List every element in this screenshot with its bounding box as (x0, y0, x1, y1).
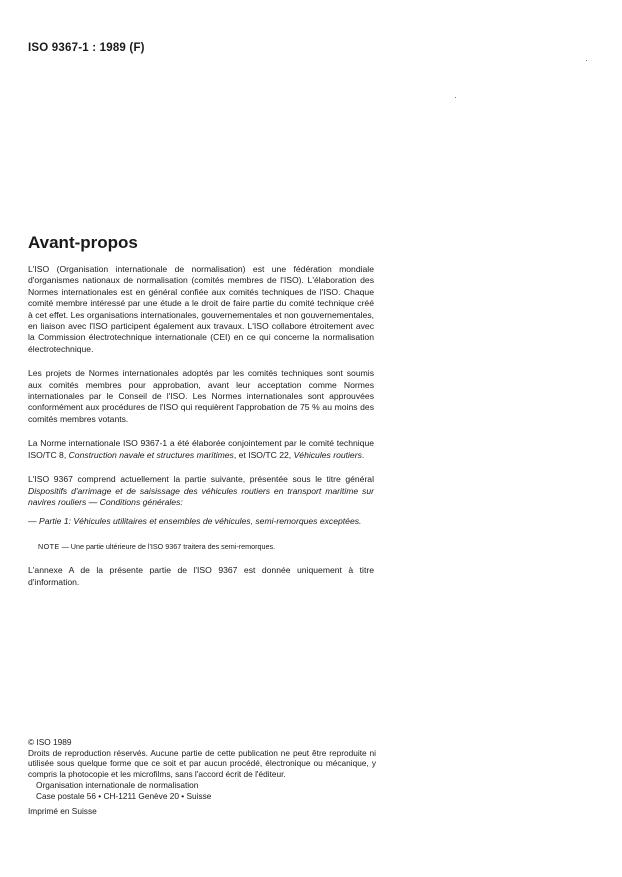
note-text: — Une partie ultérieure de l'ISO 9367 traitera des semi-remorques. (59, 541, 276, 551)
committees-text-a: La Norme internationale ISO 9367-1 a été élaborée conjointement par le comité technique ISO/TC 8, (28, 438, 374, 460)
foreword-body (28, 264, 374, 601)
paragraph-parts (28, 474, 374, 508)
parts-text-a: L'ISO 9367 comprend actuellement la partie suivante, présentée sous le titre général (28, 474, 374, 485)
list-dash: — (28, 516, 37, 527)
committees-text-e: . (361, 449, 365, 460)
document-reference: ISO 9367-1 : 1989 (F) (28, 42, 145, 54)
list-item (28, 516, 374, 527)
paragraph-annex: L'annexe A de la présente partie de l'ISO 9367 est donnée uniquement à titre d'information. (28, 565, 374, 587)
organization-name: Organisation internationale de normalisation (36, 780, 199, 791)
note (28, 541, 374, 552)
copyright-line: © ISO 1989 (28, 737, 72, 747)
organization-address: Case postale 56 • CH-1211 Genève 20 • Suisse (36, 790, 212, 801)
scan-speck (455, 97, 456, 98)
paragraph-committees (28, 438, 374, 461)
list-item-text: Partie 1: Véhicules utilitaires et ensembles de véhicules, semi-remorques exceptées. (38, 516, 362, 527)
paragraph-approval: Les projets de Normes internationales adoptés par les comités techniques sont soumis aux comités membres pour approbation, avant leur acceptation comme Normes internationales par le Conseil de l'ISO. Les Normes internationales sont approuvées conformément aux procédures de l'ISO qui requièrent l'approbation de 75 % au moins des comités membres votants. (28, 368, 374, 424)
printed-in: Imprimé en Suisse (28, 805, 97, 816)
paragraph-iso-intro: L'ISO (Organisation internationale de normalisation) est une fédération mondiale d'organismes nationaux de normalisation (comités membres de l'ISO). L'élaboration des Normes internationales est en général confiée aux comités techniques de l'ISO. Chaque comité membre intéressé par une étude a le droit de faire partie du comité technique créé à cet effet. Les organisations internationales, gouvernementales et non gouvernementales, en liaison avec l'ISO participent également aux travaux. L'ISO collabore étroitement avec la Commission électrotechnique internationale (CEI) en ce qui concerne la normalisation électrotechnique. (28, 264, 374, 354)
scan-speck (586, 60, 587, 61)
note-label: NOTE (38, 541, 60, 551)
general-title: Dispositifs d'arrimage et de saisissage des véhicules routiers en transport maritime sur navires rouliers — Conditions générales: (28, 485, 374, 507)
committee-tc8-title: Construction navale et structures maritimes (68, 449, 234, 460)
committees-text-c: , et ISO/TC 22, (233, 449, 294, 460)
copyright-footer (28, 737, 376, 816)
rights-statement: Droits de reproduction réservés. Aucune partie de cette publication ne peut être reproduite ni utilisée sous quelque forme que ce soit et par aucun procédé, électronique ou mécanique, y compris la photocopie et les microfilms, sans l'accord écrit de l'éditeur. (28, 747, 376, 779)
page-title: Avant-propos (28, 233, 138, 252)
committee-tc22-title: Véhicules routiers (293, 449, 362, 460)
